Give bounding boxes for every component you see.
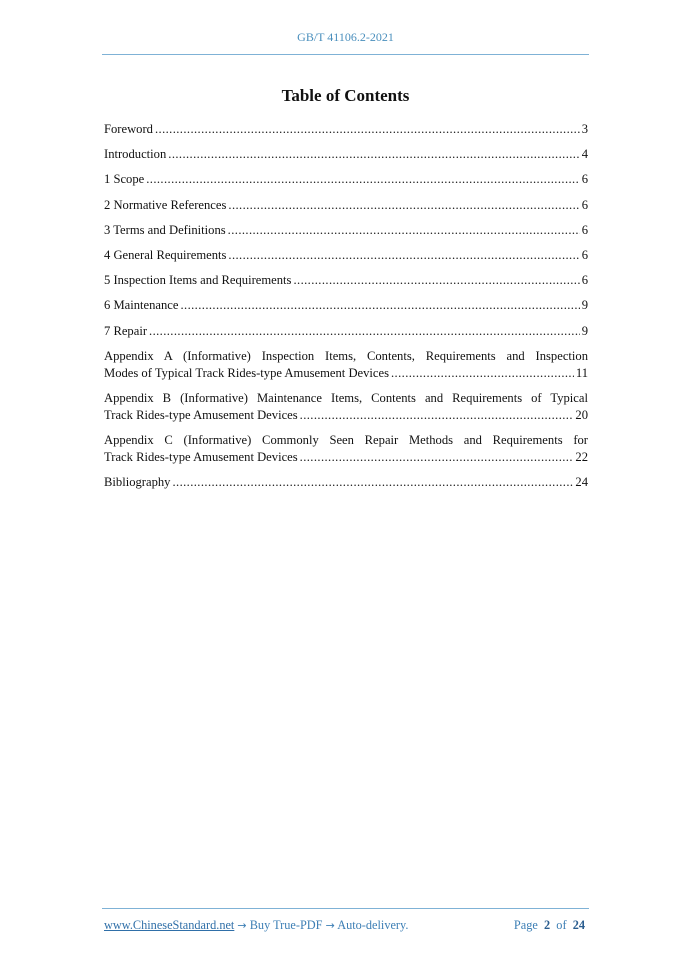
toc-entry-label: Foreword bbox=[104, 122, 153, 136]
page-of: of bbox=[556, 918, 567, 932]
toc-entry-page: 9 bbox=[581, 323, 588, 338]
footer-promo bbox=[104, 918, 408, 933]
page-current: 2 bbox=[543, 918, 551, 932]
toc-entry-introduction[interactable] bbox=[104, 146, 588, 163]
toc-leader-dots bbox=[228, 197, 579, 214]
toc-leader-dots bbox=[228, 222, 580, 239]
toc-entry-inspection-items[interactable] bbox=[104, 272, 588, 289]
toc-entry-label-line1: Appendix C (Informative) Commonly Seen Repair Methods and Requirements for bbox=[104, 433, 588, 448]
toc-entry-maintenance[interactable] bbox=[104, 297, 588, 314]
toc-leader-dots bbox=[168, 146, 579, 163]
arrow-right-icon: → bbox=[325, 919, 335, 932]
auto-delivery-text: Auto-delivery. bbox=[334, 918, 409, 932]
buy-pdf-text: Buy True-PDF bbox=[246, 918, 326, 932]
toc-entry-label: Introduction bbox=[104, 147, 167, 162]
toc-entry-page: 24 bbox=[575, 475, 588, 490]
toc-entry-appendix-b[interactable] bbox=[104, 390, 588, 424]
arrow-right-icon: → bbox=[237, 919, 247, 932]
toc-entry-label-line2: Track Rides-type Amusement Devices bbox=[104, 407, 298, 422]
toc-entry-normative-references[interactable] bbox=[104, 197, 588, 214]
toc-entry-label: 5 Inspection Items and Requirements bbox=[104, 273, 292, 288]
toc-entry-appendix-a[interactable] bbox=[104, 348, 588, 382]
toc-entry-label-line1: Appendix A (Informative) Inspection Items, Contents, Requirements and Inspection bbox=[104, 348, 588, 363]
toc-entry-page: 6 bbox=[581, 197, 588, 212]
toc-entry-label-line2: Track Rides-type Amusement Devices bbox=[104, 450, 298, 465]
toc-entry-bibliography[interactable] bbox=[104, 474, 588, 491]
toc-leader-dots bbox=[300, 407, 574, 424]
toc-entry-label-line2: Modes of Typical Track Rides-type Amusement Devices bbox=[104, 365, 389, 380]
toc-leader-dots bbox=[293, 272, 579, 289]
toc-entry-page: 4 bbox=[581, 147, 588, 162]
toc-entry-page: 3 bbox=[581, 122, 588, 136]
toc-entry-label: 2 Normative References bbox=[104, 197, 227, 212]
toc-entry-label: 1 Scope bbox=[104, 172, 145, 187]
toc-leader-dots bbox=[300, 449, 574, 466]
header-divider bbox=[102, 54, 589, 55]
toc-entry-page: 20 bbox=[575, 407, 588, 422]
toc-entry-page: 6 bbox=[581, 172, 588, 187]
toc-entry-label: 3 Terms and Definitions bbox=[104, 222, 226, 237]
toc-entry-terms-and-definitions[interactable] bbox=[104, 222, 588, 239]
toc-entry-appendix-c[interactable] bbox=[104, 432, 588, 466]
toc-entry-foreword[interactable] bbox=[104, 121, 588, 138]
toc-entry-page: 9 bbox=[581, 298, 588, 313]
toc-entry-label: 6 Maintenance bbox=[104, 298, 179, 313]
toc-leader-dots bbox=[155, 121, 580, 138]
toc-entry-label: 4 General Requirements bbox=[104, 247, 227, 262]
toc-entry-label-line1: Appendix B (Informative) Maintenance Items, Contents and Requirements of Typical bbox=[104, 390, 588, 405]
toc-leader-dots bbox=[391, 365, 574, 382]
table-of-contents bbox=[104, 121, 588, 499]
toc-entry-repair[interactable] bbox=[104, 323, 588, 340]
toc-leader-dots bbox=[180, 297, 579, 314]
page-total: 24 bbox=[572, 918, 585, 932]
toc-leader-dots bbox=[149, 323, 580, 340]
toc-entry-label: 7 Repair bbox=[104, 323, 148, 338]
toc-entry-scope[interactable] bbox=[104, 171, 588, 188]
page-word: Page bbox=[513, 918, 538, 932]
toc-entry-page: 6 bbox=[581, 273, 588, 288]
toc-entry-general-requirements[interactable] bbox=[104, 247, 588, 264]
toc-leader-dots bbox=[172, 474, 573, 491]
toc-entry-page: 6 bbox=[581, 247, 588, 262]
toc-leader-dots bbox=[228, 247, 579, 264]
page-indicator bbox=[514, 918, 585, 933]
toc-title: Table of Contents bbox=[281, 86, 410, 105]
toc-entry-page: 22 bbox=[575, 450, 588, 465]
toc-entry-label: Bibliography bbox=[104, 475, 171, 490]
toc-leader-dots bbox=[146, 171, 579, 188]
toc-entry-page: 11 bbox=[575, 365, 588, 380]
document-header-code: GB/T 41106.2-2021 bbox=[297, 30, 394, 44]
footer-divider bbox=[102, 908, 589, 909]
toc-entry-page: 6 bbox=[581, 222, 588, 237]
site-link[interactable]: www.ChineseStandard.net bbox=[104, 918, 235, 932]
